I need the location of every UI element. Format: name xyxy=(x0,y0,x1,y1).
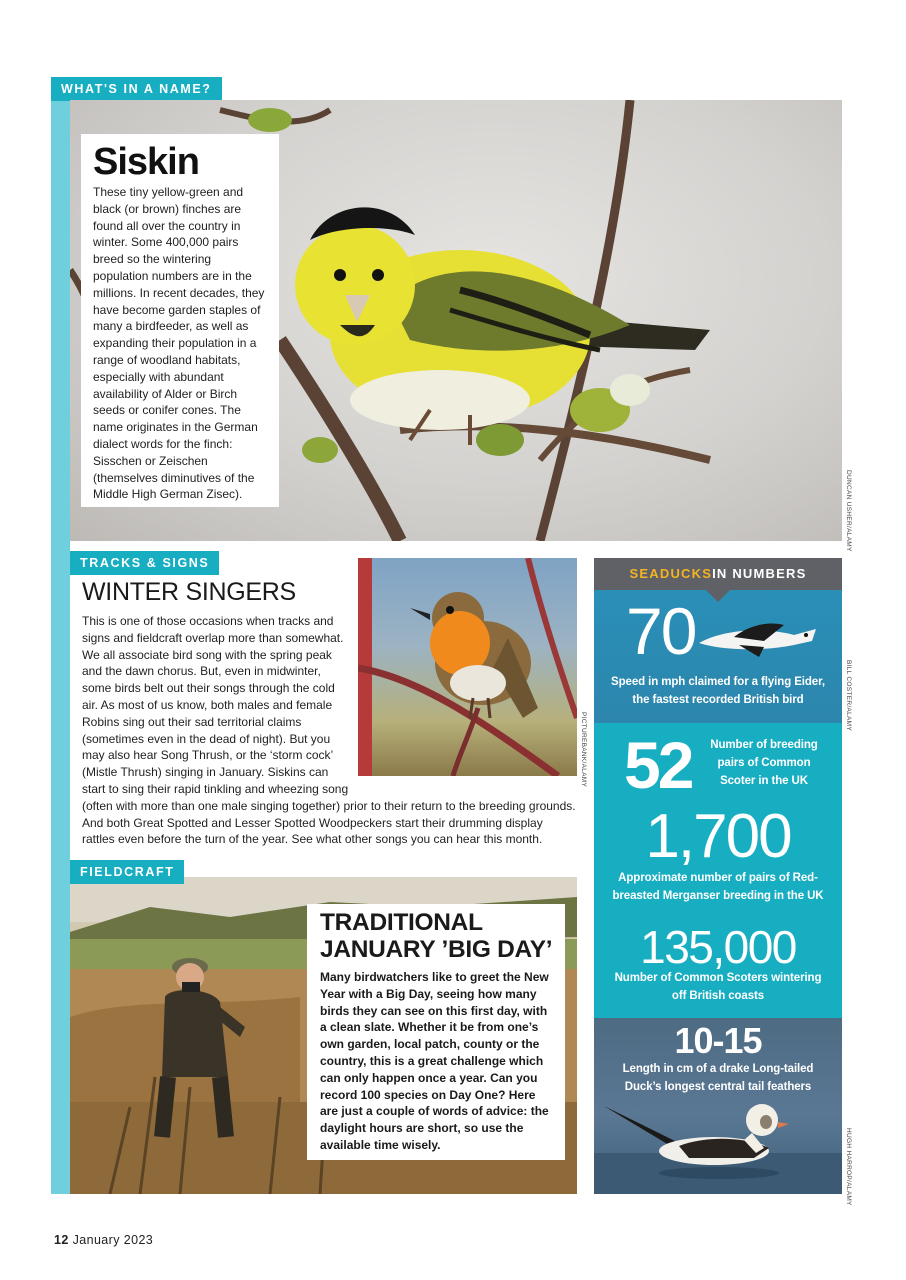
stat-value-1700: 1,700 xyxy=(645,802,791,871)
stat-caption-1700: Approximate number of pairs of Red-breasted Merganser breeding in the UK xyxy=(612,872,824,902)
side-accent-bar xyxy=(51,100,70,1194)
stat-value-135000: 135,000 xyxy=(640,921,796,973)
photo-credit-robin: PICTUREBANK/ALAMY xyxy=(580,712,587,788)
photo-credit-eider: BILL COSTER/ALAMY xyxy=(845,660,852,731)
siskin-title: Siskin xyxy=(93,141,199,183)
page-number: 12 xyxy=(54,1233,69,1247)
section-tag-tracks-signs: TRACKS & SIGNS xyxy=(70,551,219,575)
eider-illustration xyxy=(694,615,824,660)
stat-value-10-15: 10-15 xyxy=(674,1020,762,1061)
section-tag-fieldcraft: FIELDCRAFT xyxy=(70,860,184,884)
stat-value-70: 70 xyxy=(626,594,696,668)
winter-singers-body-wrap xyxy=(82,613,578,848)
issue-date: January 2023 xyxy=(72,1233,154,1247)
text-wrap-spacer xyxy=(350,613,578,781)
big-day-body: Many birdwatchers like to greet the New Year with a Big Day, seeing how many birds they can see on this first day, with a clean slate. Whether it be from one’s own garden, local patch, county or the country, this is a great challenge which can only happen once a year. Can you record 100 species on Day One? Here are just a couple of words of advice: the daylight hours are short, so use the available time wisely. xyxy=(320,970,549,1152)
page-footer xyxy=(54,1233,153,1247)
stat-caption-135000: Number of Common Scoters wintering off British coasts xyxy=(614,972,822,1002)
photo-credit-long-tailed-duck: HUGH HARROP/ALAMY xyxy=(845,1128,852,1206)
stat-caption-10-15: Length in cm of a drake Long-tailed Duck’s longest central tail feathers xyxy=(622,1063,814,1093)
header-rest: IN NUMBERS xyxy=(712,566,807,581)
big-day-title: TRADITIONAL JANUARY ’BIG DAY’ xyxy=(320,909,553,963)
header-accent-word: SEADUCKS xyxy=(629,566,713,581)
stat-value-52: 52 xyxy=(624,728,692,802)
stat-caption-52: Number of breeding pairs of Common Scoter in the UK xyxy=(710,739,818,787)
siskin-text-box xyxy=(81,134,279,507)
stat-caption-70: Speed in mph claimed for a flying Eider, the fastest recorded British bird xyxy=(611,676,825,706)
winter-singers-title: WINTER SINGERS xyxy=(82,578,296,606)
siskin-body: These tiny yellow-green and black (or brown) finches are found all over the country in winter. Some 400,000 pairs breed so the wintering population numbers are in the millions. In recent decades, they have become garden staples of many a birdfeeder, as well as expanding their population in a range of woodland habitats, especially with abundant availability of Alder or Birch seeds or conifer cones. The name originates in the German dialect words for the finch: Sisschen or Zeischen (themselves diminutives of the Middle High German Zisec). xyxy=(93,185,265,502)
photo-credit-siskin: DUNCAN USHER/ALAMY xyxy=(845,470,852,552)
big-day-text-box xyxy=(307,904,565,1160)
winter-singers-body: This is one of those occasions when tracks and signs and fieldcraft overlap more than somewhat. We all associate bird song with the spring peak and the dawn chorus. But, even in midwinter, some birds belt out their songs through the cold air. As most of us know, both males and female Robins sing out their sad territorial claims (sometimes even in the dead of night). But you may also hear Song Thrush, or the ‘storm cock’ (Mistle Thrush) singing in January. Siskins can start to sing their rapid tinkling and wheezing song (often with more than one male singing together) prior to their return to the breeding grounds. And both Great Spotted and Lesser Spotted Woodpeckers start their drumming display rattles even before the turn of the year. See what other songs you can hear this month. xyxy=(82,614,576,847)
seaducks-numbers-header xyxy=(594,558,842,590)
section-tag-whats-in-a-name: WHAT'S IN A NAME? xyxy=(51,77,222,101)
header-notch xyxy=(705,589,731,602)
